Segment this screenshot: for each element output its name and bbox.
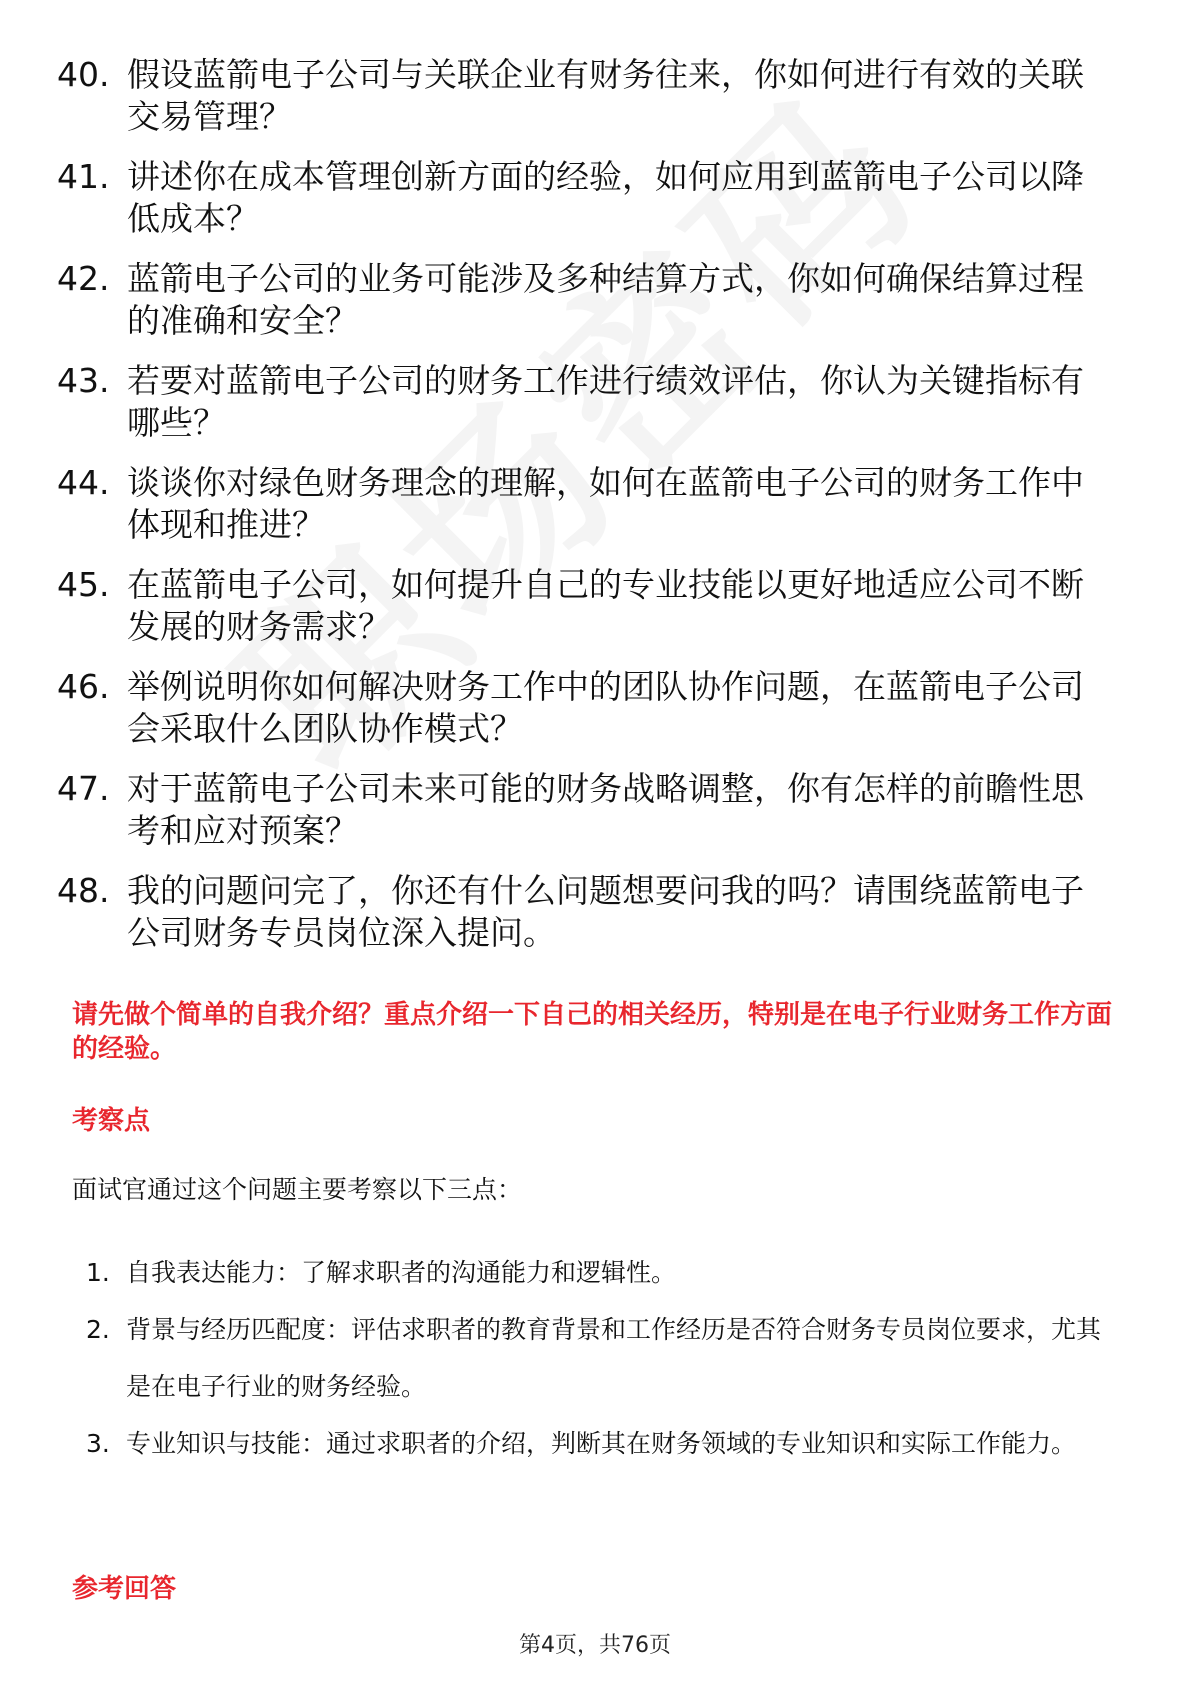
list-item — [0, 768, 1112, 852]
list-item — [0, 870, 1112, 954]
question-text: 举例说明你如何解决财务工作中的团队协作问题，在蓝箭电子公司会采取什么团队协作模式？ — [127, 667, 1084, 748]
list-item — [0, 1301, 1116, 1415]
point-text: 自我表达能力：了解求职者的沟通能力和逻辑性。 — [126, 1258, 677, 1287]
intro-text: 面试官通过这个问题主要考察以下三点： — [72, 1175, 523, 1204]
question-number: 40. — [57, 55, 110, 94]
section-label-answer: 参考回答 — [72, 1574, 177, 1604]
question-number: 47. — [57, 769, 110, 808]
question-text: 假设蓝箭电子公司与关联企业有财务往来，你如何进行有效的关联交易管理？ — [127, 55, 1084, 136]
question-number: 41. — [57, 157, 110, 196]
point-text: 背景与经历匹配度：评估求职者的教育背景和工作经历是否符合财务专员岗位要求，尤其是在电子行业的财务经验。 — [126, 1315, 1102, 1401]
question-text: 对于蓝箭电子公司未来可能的财务战略调整，你有怎样的前瞻性思考和应对预案？ — [127, 769, 1084, 850]
question-text: 在蓝箭电子公司，如何提升自己的专业技能以更好地适应公司不断发展的财务需求？ — [127, 565, 1084, 646]
list-item — [0, 1415, 1116, 1472]
point-number: 3. — [86, 1429, 110, 1458]
list-item — [0, 462, 1112, 546]
list-item — [0, 54, 1112, 138]
list-item — [0, 564, 1112, 648]
list-item — [0, 258, 1112, 342]
question-number: 42. — [57, 259, 110, 298]
question-number: 48. — [57, 871, 110, 910]
question-headline: 请先做个简单的自我介绍？重点介绍一下自己的相关经历，特别是在电子行业财务工作方面的经验。 — [72, 1000, 1113, 1064]
question-text: 谈谈你对绿色财务理念的理解，如何在蓝箭电子公司的财务工作中体现和推进？ — [127, 463, 1084, 544]
question-number: 44. — [57, 463, 110, 502]
question-number: 43. — [57, 361, 110, 400]
question-list — [0, 54, 1190, 972]
question-number: 45. — [57, 565, 110, 604]
section-label-focus: 考察点 — [72, 1106, 151, 1136]
question-number: 46. — [57, 667, 110, 706]
list-item — [0, 1244, 1116, 1301]
list-item — [0, 156, 1112, 240]
question-text: 蓝箭电子公司的业务可能涉及多种结算方式，你如何确保结算过程的准确和安全？ — [127, 259, 1084, 340]
question-text: 讲述你在成本管理创新方面的经验，如何应用到蓝箭电子公司以降低成本？ — [127, 157, 1084, 238]
point-text: 专业知识与技能：通过求职者的介绍，判断其在财务领域的专业知识和实际工作能力。 — [126, 1429, 1077, 1458]
focus-points-list — [0, 1244, 1190, 1472]
list-item — [0, 666, 1112, 750]
point-number: 2. — [86, 1315, 110, 1344]
page-footer: 第4页，共76页 — [519, 1633, 671, 1658]
list-item — [0, 360, 1112, 444]
point-number: 1. — [86, 1258, 110, 1287]
question-text: 我的问题问完了，你还有什么问题想要问我的吗？请围绕蓝箭电子公司财务专员岗位深入提问。 — [127, 871, 1084, 952]
question-text: 若要对蓝箭电子公司的财务工作进行绩效评估，你认为关键指标有哪些？ — [127, 361, 1084, 442]
